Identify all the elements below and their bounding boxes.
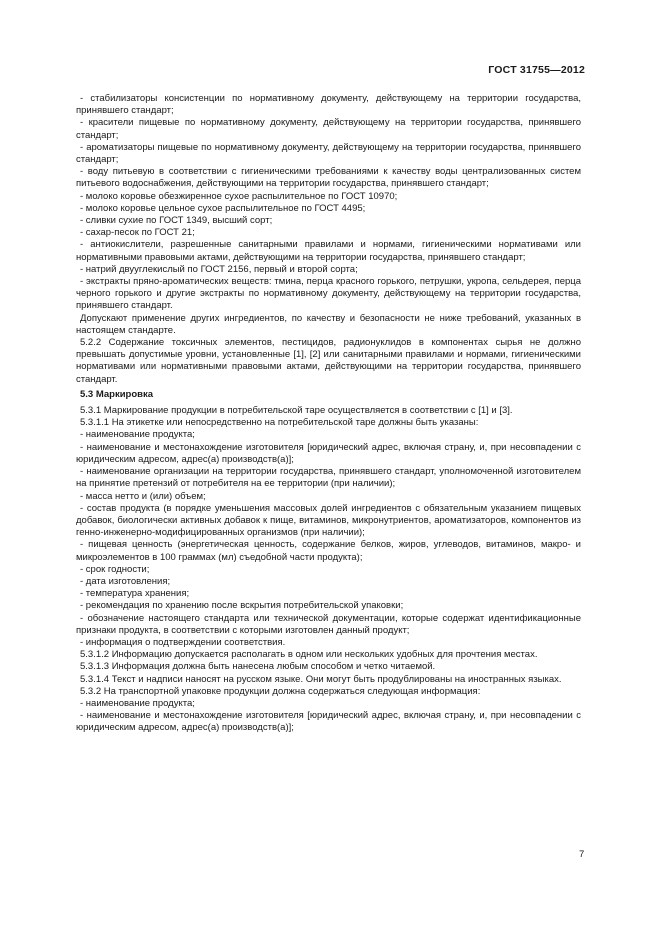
paragraph: - ароматизаторы пищевые по нормативному документу, действующему на территории государства, принявшего стандарт; <box>76 141 581 166</box>
section-paragraph: - состав продукта (в порядке уменьшения массовых долей ингредиентов с обязательным указанием пищевых добавок, биологически активных добавок к пище, витаминов, микронутриентов, ароматизаторов, компонентов из генно-инженерно-модифицированных организмов (при наличии); <box>76 502 581 539</box>
section-paragraph: 5.3.1 Маркирование продукции в потребительской таре осуществляется в соответствии с [1] и [3]. <box>80 405 513 417</box>
section-paragraph: 5.3.1.3 Информация должна быть нанесена любым способом и четко читаемой. <box>80 661 436 673</box>
paragraph: - антиокислители, разрешенные санитарными правилами и нормами, гигиеническими нормативами или нормативными правовыми актами, действующими на территории государства, принявшего стандарт; <box>76 239 581 263</box>
paragraph: - экстракты пряно-ароматических веществ: тмина, перца красного горького, петрушки, укропа, сельдерея, перца черного горького и другие экстракты по нормативному документу, действующему на территории государства, принявшего стандарт. <box>76 276 581 312</box>
section-paragraph: - температура хранения; <box>80 588 190 600</box>
section-paragraph: 5.3.1.4 Текст и надписи наносят на русском языке. Они могут быть продублированы на иностранных языках. <box>80 673 562 685</box>
section-paragraph: - срок годности; <box>80 563 150 575</box>
paragraph: Допускают применение других ингредиентов, по качеству и безопасности не ниже требований, указанных в настоящем стандарте. <box>76 312 581 336</box>
paragraph: - красители пищевые по нормативному документу, действующему на территории государства, принявшего стандарт; <box>76 117 581 141</box>
section-paragraph: 5.3.2 На транспортной упаковке продукции должна содержаться следующая информация: <box>80 685 481 697</box>
paragraph: - молоко коровье обезжиренное сухое распылительное по ГОСТ 10970; <box>80 190 398 202</box>
paragraph: - сливки сухие по ГОСТ 1349, высший сорт; <box>80 215 273 227</box>
section-paragraph: - масса нетто и (или) объем; <box>80 490 206 502</box>
document-body <box>76 93 581 735</box>
document-header: ГОСТ 31755—2012 <box>488 64 585 76</box>
paragraph: - натрий двууглекислый по ГОСТ 2156, первый и второй сорта; <box>80 263 358 275</box>
section-heading: 5.3 Маркировка <box>80 388 154 400</box>
section-paragraph: - наименование продукта; <box>80 429 195 441</box>
paragraph: - молоко коровье цельное сухое распылительное по ГОСТ 4495; <box>80 202 366 214</box>
section-paragraph: - рекомендация по хранению после вскрытия потребительской упаковки; <box>80 600 404 612</box>
section-paragraph: - наименование и местонахождение изготовителя [юридический адрес, включая страну, и, при несовпадении с юридическим адресом, адрес(а) производств(а)]; <box>76 441 581 465</box>
section-paragraph: - информация о подтверждении соответствия. <box>80 636 286 648</box>
paragraph: - воду питьевую в соответствии с гигиеническими требованиями к качеству воды централизованных систем питьевого водоснабжения, действующими на территории государства, принявшего стандарт; <box>76 166 581 190</box>
paragraph: - сахар-песок по ГОСТ 21; <box>80 227 195 239</box>
section-paragraph: 5.3.1.2 Информацию допускается располагать в одном или нескольких удобных для прочтения местах. <box>80 649 538 661</box>
section-paragraph: - обозначение настоящего стандарта или технической документации, которые содержат идентификационные признаки продукта, в соответствии с которыми изготовлен данный продукт; <box>76 612 581 636</box>
section-paragraph: - наименование и местонахождение изготовителя [юридический адрес, включая страну, и, при несовпадении с юридическим адресом, адрес(а) производств(а)]; <box>76 710 581 734</box>
section-paragraph: - пищевая ценность (энергетическая ценность, содержание белков, жиров, углеводов, витаминов, макро- и микроэлементов в 100 граммах (мл) съедобной части продукта); <box>76 539 581 563</box>
paragraph: - стабилизаторы консистенции по нормативному документу, действующему на территории государства, принявшего стандарт; <box>76 93 581 117</box>
section-paragraph: - наименование продукта; <box>80 697 195 709</box>
section-paragraph: 5.3.1.1 На этикетке или непосредственно на потребительской таре должны быть указаны: <box>80 417 479 429</box>
paragraph: 5.2.2 Содержание токсичных элементов, пестицидов, радионуклидов в компонентах сырья не должно превышать допустимые уровни, установленные [1], [2] или санитарными правилами и нормами, гигиеническими нормативами или нормативными правовыми актами, действующими на территории государства, принявшего стандарт. <box>76 337 581 385</box>
section-paragraph: - дата изготовления; <box>80 575 171 587</box>
page-number: 7 <box>579 849 585 860</box>
section-paragraph: - наименование организации на территории государства, принявшего стандарт, уполномоченной изготовителем на принятие претензий от потребителя на ее территории (при наличии); <box>76 466 581 490</box>
